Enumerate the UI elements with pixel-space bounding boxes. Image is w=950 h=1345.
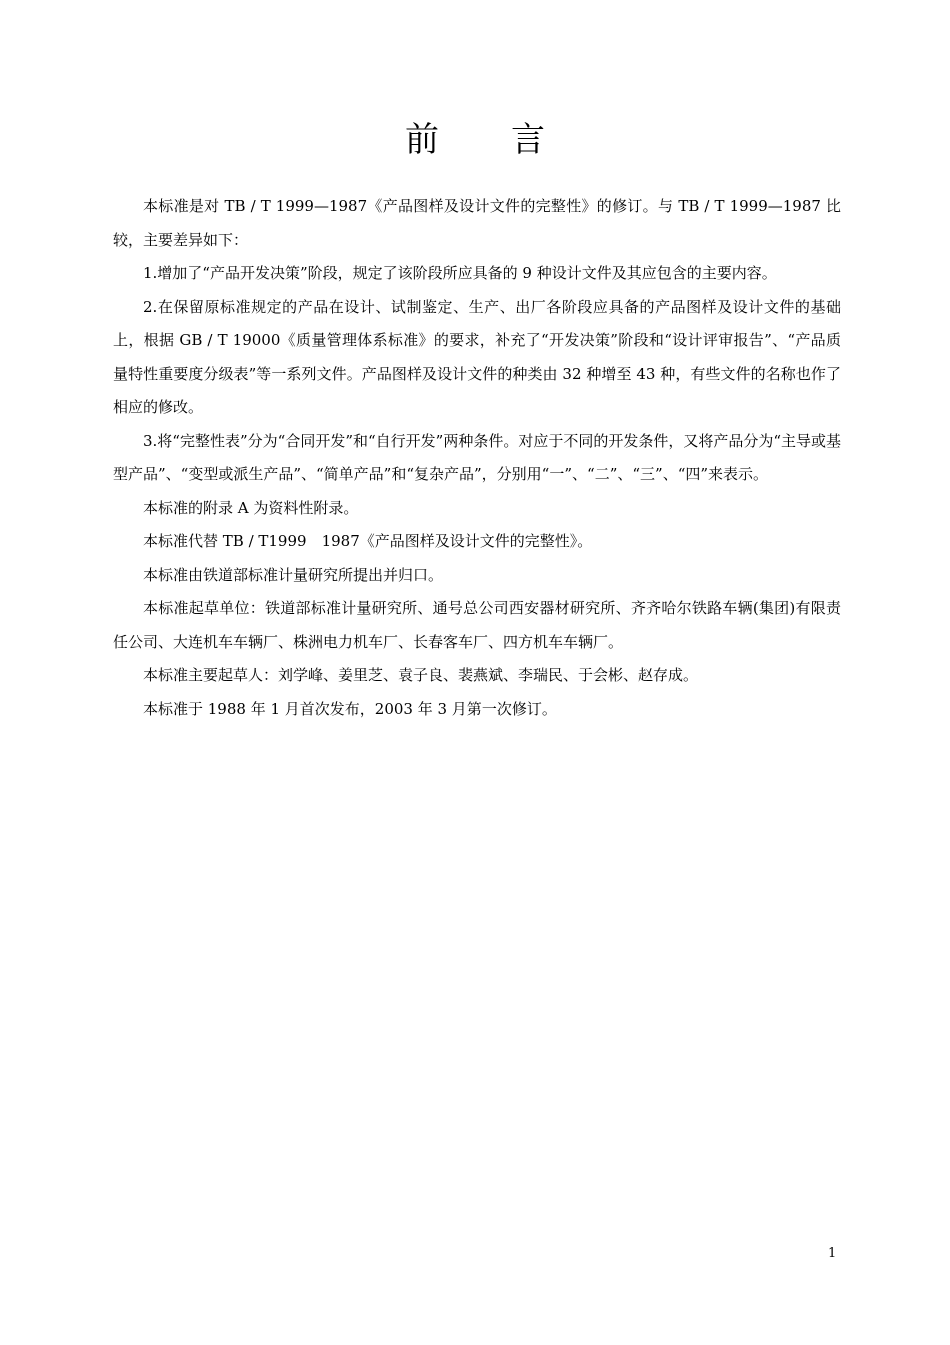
document-body xyxy=(113,190,841,726)
page-title xyxy=(0,112,950,161)
paragraph-drafting-units: 本标准起草单位：铁道部标准计量研究所、通号总公司西安器材研究所、齐齐哈尔铁路车辆(集团)有限责任公司、大连机车车辆厂、株洲电力机车厂、长春客车厂、四方机车车辆厂。 xyxy=(113,599,841,651)
paragraph-replaces: 本标准代替 TB / T1999 1987《产品图样及设计文件的完整性》。 xyxy=(143,532,593,550)
paragraph-history: 本标准于 1988 年 1 月首次发布，2003 年 3 月第一次修订。 xyxy=(143,699,557,718)
paragraph-item-2: 2.在保留原标准规定的产品在设计、试制鉴定、生产、出厂各阶段应具备的产品图样及设计文件的基础上，根据 GB / T 19000《质量管理体系标准》的要求，补充了“开发决策”阶段和“设计评审报告”、“产品质量特性重要度分级表”等一系列文件。产品图样及设计文件的种类由 32 种增至 43 种，有些文件的名称也作了相应的修改。 xyxy=(113,297,841,416)
paragraph-item-1: 1.增加了“产品开发决策”阶段，规定了该阶段所应具备的 9 种设计文件及其应包含的主要内容。 xyxy=(143,264,777,282)
paragraph-intro: 本标准是对 TB / T 1999—1987《产品图样及设计文件的完整性》的修订。与 TB / T 1999—1987 比较，主要差异如下： xyxy=(113,197,841,249)
paragraph-item-3: 3.将“完整性表”分为“合同开发”和“自行开发”两种条件。对应于不同的开发条件，又将产品分为“主导或基型产品”、“变型或派生产品”、“简单产品”和“复杂产品”，分别用“一”、“二”、“三”、“四”来表示。 xyxy=(113,431,841,483)
page-number: 1 xyxy=(828,1246,837,1261)
title-char-1: 前 xyxy=(405,120,439,160)
paragraph-proposer: 本标准由铁道部标准计量研究所提出并归口。 xyxy=(143,565,444,584)
paragraph-drafters: 本标准主要起草人：刘学峰、姜里芝、袁子良、裴燕斌、李瑞民、于会彬、赵存成。 xyxy=(143,666,699,684)
paragraph-appendix: 本标准的附录 A 为资料性附录。 xyxy=(143,498,359,517)
title-char-2: 言 xyxy=(511,120,545,160)
